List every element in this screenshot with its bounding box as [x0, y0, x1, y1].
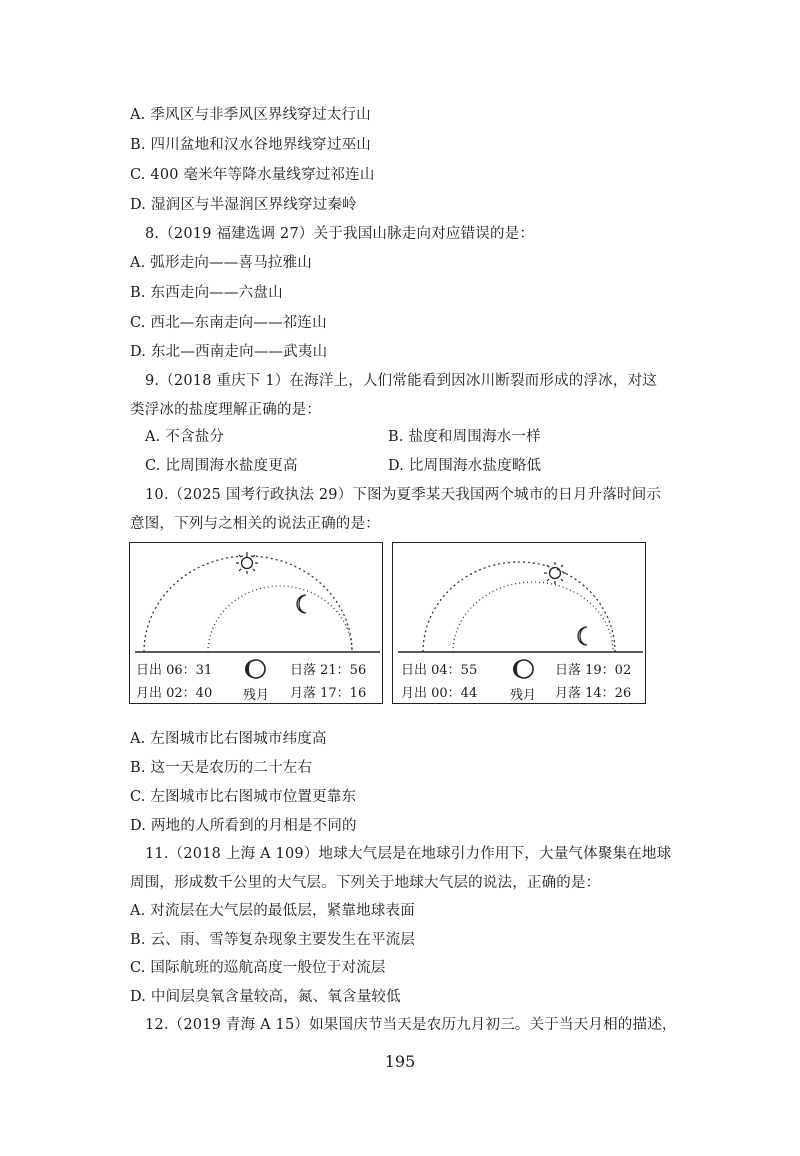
sun-icon — [544, 562, 566, 584]
left-moonset: 月落 17：16 — [290, 686, 367, 701]
q8-option-d: D. 东北—西南走向——武夷山 — [130, 344, 328, 360]
sun-path-arc — [423, 562, 615, 652]
right-phase-label: 残月 — [510, 688, 537, 703]
q8-option-a: A. 弧形走向——喜马拉雅山 — [130, 255, 312, 271]
q8-option-c: C. 西北—东南走向——祁连山 — [130, 315, 327, 331]
left-moonrise: 月出 02：40 — [136, 686, 213, 701]
left-sky-arcs — [130, 543, 384, 705]
moon-path-arc — [208, 586, 352, 652]
q11-option-a: A. 对流层在大气层的最低层，紧靠地球表面 — [130, 903, 415, 919]
moon-path-arc — [453, 582, 613, 652]
q10-option-b: B. 这一天是农历的二十左右 — [130, 760, 313, 776]
moon-icon — [297, 595, 306, 613]
q10-stem-line1: 10.（2025 国考行政执法 29）下图为夏季某天我国两个城市的日月升落时间示 — [145, 487, 662, 503]
q11-option-d: D. 中间层臭氧含量较高，氮、氧含量较低 — [130, 989, 401, 1005]
q9-stem-line1: 9.（2018 重庆下 1）在海洋上，人们常能看到因冰川断裂而形成的浮冰，对这 — [145, 373, 657, 389]
q11-stem-line2: 周围，形成数千公里的大气层。下列关于地球大气层的说法，正确的是： — [130, 875, 601, 891]
q10-option-a: A. 左图城市比右图城市纬度高 — [130, 731, 327, 747]
q12-stem: 12.（2019 青海 A 15）如果国庆节当天是农历九月初三。关于当天月相的描述， — [145, 1017, 677, 1033]
moon-phase-icon — [245, 660, 265, 678]
moon-icon — [578, 627, 587, 645]
left-sunrise: 日出 06：31 — [136, 663, 213, 678]
q11-option-c: C. 国际航班的巡航高度一般位于对流层 — [130, 960, 386, 976]
sun-path-arc — [144, 556, 352, 652]
q9-option-c: C. 比周围海水盐度更高 — [145, 458, 298, 474]
q9-option-b: B. 盐度和周围海水一样 — [388, 429, 541, 445]
q8-stem: 8.（2019 福建选调 27）关于我国山脉走向对应错误的是： — [145, 226, 535, 242]
right-sky-arcs — [393, 543, 647, 705]
sun-icon — [236, 552, 258, 574]
q8-option-b: B. 东西走向——六盘山 — [130, 285, 283, 301]
left-phase-label: 残月 — [243, 688, 270, 703]
left-city-diagram — [129, 542, 383, 704]
q9-option-d: D. 比周围海水盐度略低 — [388, 458, 542, 474]
page-number: 195 — [384, 1052, 416, 1071]
q7-option-d: D. 湿润区与半湿润区界线穿过秦岭 — [130, 197, 357, 213]
q9-stem-line2: 类浮冰的盐度理解正确的是： — [130, 402, 322, 418]
q7-option-c: C. 400 毫米年等降水量线穿过祁连山 — [130, 167, 375, 183]
right-moonrise: 月出 00：44 — [401, 686, 478, 701]
right-sunrise: 日出 04：55 — [401, 663, 478, 678]
q7-option-a: A. 季风区与非季风区界线穿过太行山 — [130, 107, 371, 123]
right-city-diagram — [392, 542, 646, 704]
right-moonset: 月落 14：26 — [555, 686, 632, 701]
left-sunset: 日落 21：56 — [290, 663, 367, 678]
q10-option-c: C. 左图城市比右图城市位置更靠东 — [130, 789, 357, 805]
moon-phase-icon — [513, 660, 533, 678]
q10-stem-line2: 意图，下列与之相关的说法正确的是： — [130, 516, 380, 532]
q11-option-b: B. 云、雨、雪等复杂现象主要发生在平流层 — [130, 932, 416, 948]
q7-option-b: B. 四川盆地和汉水谷地界线穿过巫山 — [130, 137, 371, 153]
q11-stem-line1: 11.（2018 上海 A 109）地球大气层是在地球引力作用下，大量气体聚集在地球 — [145, 846, 672, 862]
q10-option-d: D. 两地的人所看到的月相是不同的 — [130, 818, 357, 834]
right-sunset: 日落 19：02 — [555, 663, 632, 678]
q9-option-a: A. 不含盐分 — [145, 429, 225, 445]
